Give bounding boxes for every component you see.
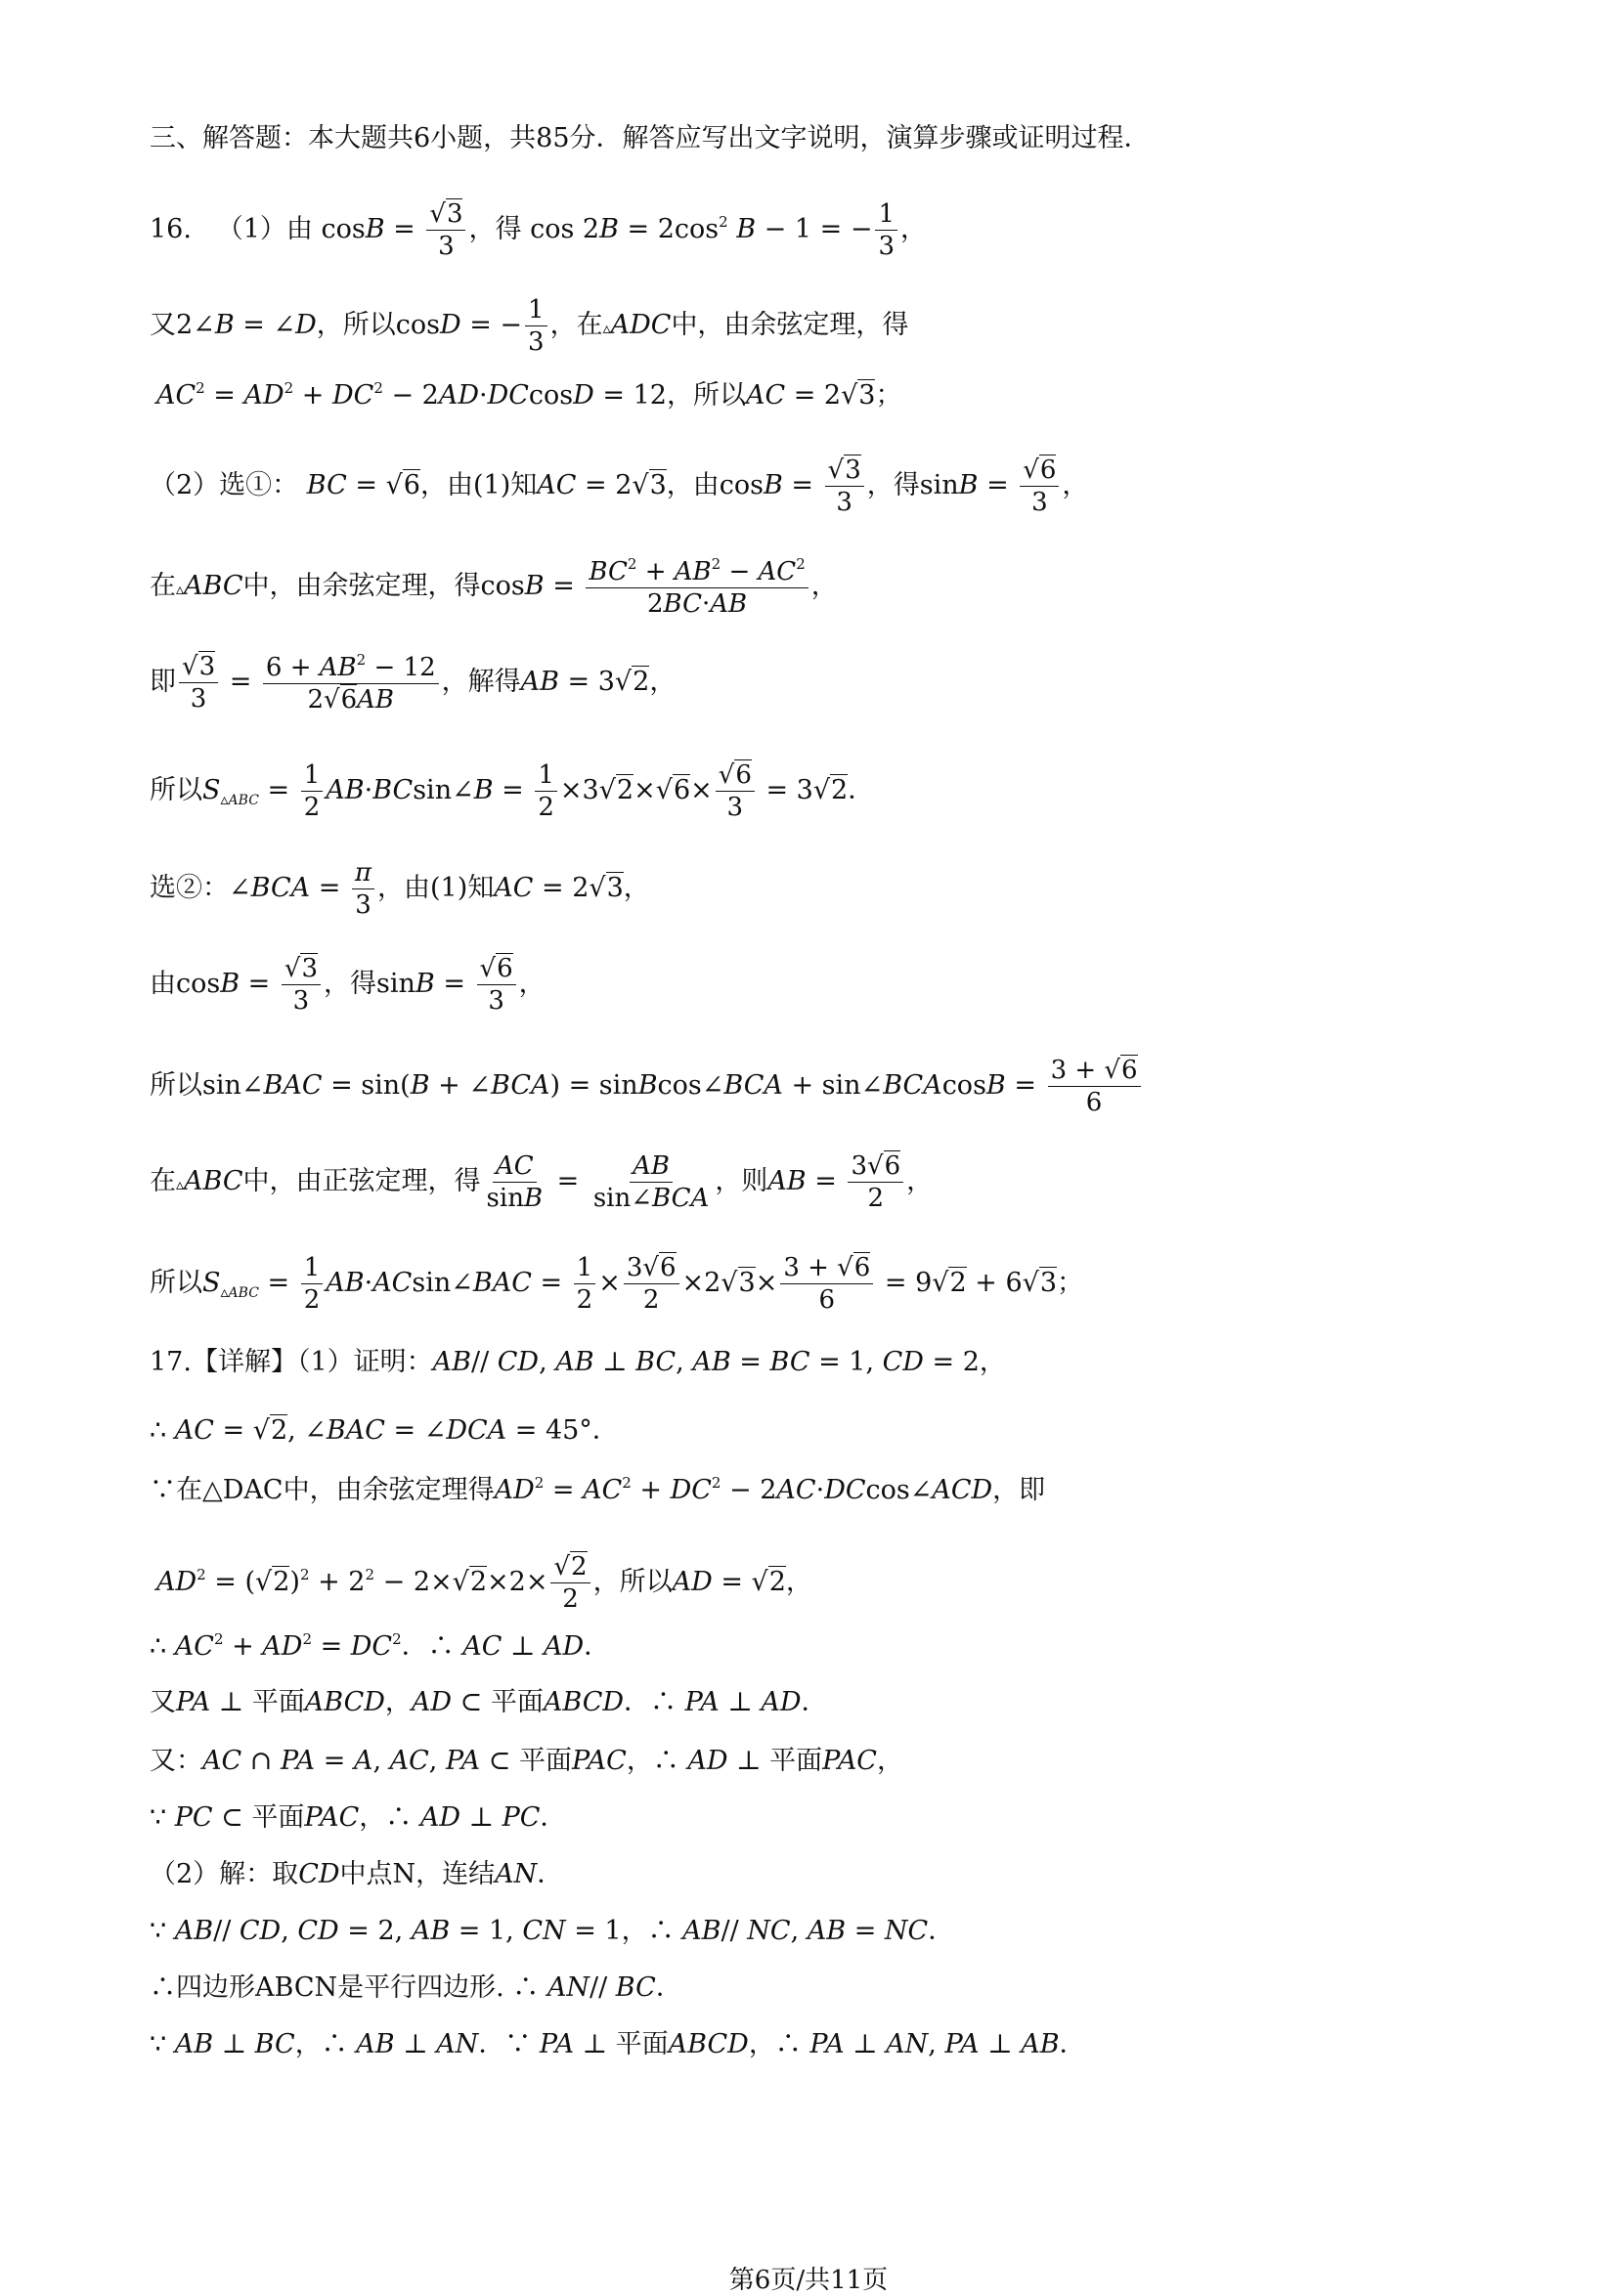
q16-line-5: 在▵ABC中，由余弦定理，得cosB = $\frac{BC^2 + AB^2 - AC^2}{2BC\cdot AB}$ ，	[150, 555, 838, 619]
q17-line-7: 又：AC ∩ PA = A, AC, PA ⊂ 平面PAC，∴ AD ⊥ 平面PAC，	[150, 1746, 903, 1776]
q17-line-5: ∴ $AC^2 + AD^2 = DC^2$．∴ AC ⊥ AD．	[150, 1630, 611, 1662]
q17-line-2: ∴ AC = √2, ∠BAC = ∠DCA = 45°．	[150, 1415, 619, 1446]
q17-line-10: ∵ AB// CD, CD = 2, AB = 1, CN = 1，∴ AB// NC, AB = NC．	[150, 1916, 955, 1946]
page-number-footer: 第6页/共11页	[728, 2266, 889, 2295]
q16-line-2: 又2∠B = ∠D，所以cosD = − $\frac{1}{3}$ ，在▵ADC中，由余弦定理，得	[150, 295, 909, 357]
q17-line-11: ∴四边形ABCN是平行四边形. ∴ AN// BC．	[150, 1972, 682, 2003]
q16-line-7: 所以$S_{▵ABC}$ = $\frac{1}{2}$ AB·BCsin∠B = $\frac{1}{2}$ ×3√2×√6× $\frac{√6}{3}$ = 3√2．	[150, 760, 875, 822]
q16-line-8: 选②：∠BCA = $\frac{\pi}{3}$ ，由(1)知AC = 2√3，	[150, 858, 650, 920]
q16-line-3: $AC^2 = AD^2 + DC^2 - 2AD\cdot DCcosD = 12$，所以AC = 2√3；	[156, 379, 902, 411]
q16-line-4: （2）选①： BC = √6，由(1)知AC = 2√3，由cosB = $\frac{√3}{3}$ ，得sinB = $\frac{√6}{3}$ ，	[150, 455, 1089, 517]
q16-line-9: 由cosB = $\frac{√3}{3}$ ，得sinB = $\frac{√6}{3}$ ，	[150, 954, 546, 1016]
q16-line-12: 所以$S_{▵ABC}$ = $\frac{1}{2}$ AB·ACsin∠BAC = $\frac{1}{2}$ × $\frac{3√6}{2}$ ×2√3× $\frac{3 + √6}{6}$ = 9√2 + 6√3；	[150, 1253, 1084, 1315]
q17-line-9: （2）解：取CD中点N，连结AN．	[150, 1859, 564, 1889]
q17-line-4: $AD^2 = (√2)^2 + 2^2 - 2\times√2\times 2\times$ $\frac{√2}{2}$ ，所以AD = √2，	[156, 1552, 812, 1614]
q17-line-1: 17.【详解】（1）证明：AB// CD, AB ⊥ BC, AB = BC = 1, CD = 2，	[150, 1347, 1006, 1377]
q16-line-11: 在▵ABC中，由正弦定理，得 $\frac{AC}{\sin B}$ = $\frac{AB}{\text{sin∠BCA}}$ ，则AB = $\frac{3√6}{2}$ ，	[150, 1151, 934, 1213]
section-header: 三、解答题：本大题共6小题，共85分．解答应写出文字说明，演算步骤或证明过程．	[150, 123, 1151, 153]
q16-line-10: 所以sin∠BAC = sin(B + ∠BCA) = sinBcos∠BCA + sin∠BCAcosB = $\frac{3 + √6}{6}$	[150, 1058, 1144, 1115]
q16-line-1: 16. （1）由 cosB = $\frac{√3}{3}$ ，得 $\cos 2B = 2\cos^2$ B − 1 = − $\frac{1}{3}$ ，	[150, 199, 928, 261]
q17-line-12: ∵ AB ⊥ BC，∴ AB ⊥ AN．∵ PA ⊥ 平面ABCD，∴ PA ⊥ AN, PA ⊥ AB．	[150, 2029, 1086, 2059]
q17-line-6: 又PA ⊥ 平面ABCD，AD ⊂ 平面ABCD．∴ PA ⊥ AD．	[150, 1687, 828, 1717]
q17-line-3: ∵在△DAC中，由余弦定理得$AD^2 = AC^2 + DC^2$ − 2AC·DCcos∠ACD，即	[150, 1474, 1046, 1505]
q16-line-6: 即 $\frac{√3}{3}$ = $\frac{6 + AB^2 - 12}{2√6AB}$ ，解得AB = 3√2，	[150, 651, 677, 715]
q17-line-8: ∵ PC ⊂ 平面PAC，∴ AD ⊥ PC．	[150, 1802, 567, 1833]
